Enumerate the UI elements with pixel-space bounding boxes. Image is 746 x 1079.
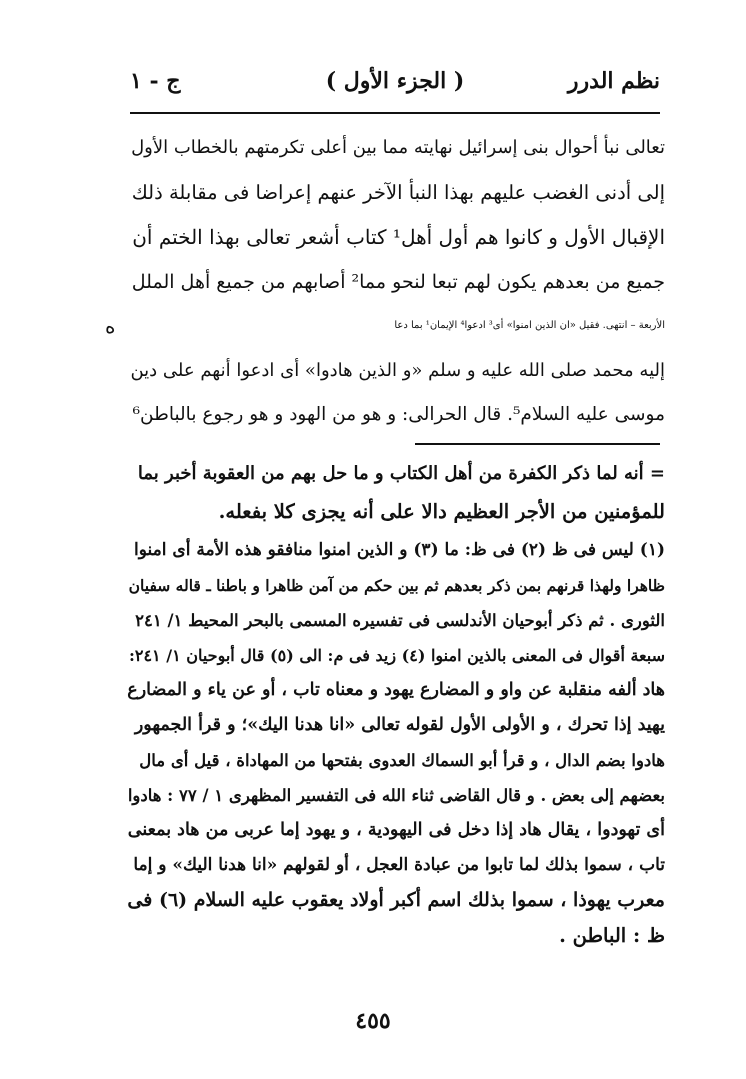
- note-line: معرب يهوذا ، سموا بذلك اسم أكبر أولاد يعقوب عليه السلام (٦) فى: [127, 889, 665, 911]
- part-title: ( الجزء الأول ): [325, 68, 465, 94]
- note-line: هادوا بضم الدال ، و قرأ أبو السماك العدوى بفتحها من المهاداة ، قيل أى مال: [139, 751, 665, 770]
- note-line: هاد ألفه منقلبة عن واو و المضارع يهود و معناه تاب ، أو عن ياء و المضارع: [127, 680, 665, 700]
- main-line: تعالى نبأ أحوال بنى إسرائيل نهايته مما بين أعلى تكرمتهم بالخطاب الأول: [131, 137, 665, 158]
- footnote-continuation: [125, 455, 665, 530]
- note-line: الثورى . ثم ذكر أبوحيان الأندلسى فى تفسيره المسمى بالبحر المحيط ١/ ٢٤١: [135, 611, 665, 630]
- main-line: موسى عليه السلام⁵. قال الحرالى: و هو من الهود و هو رجوع بالباطن⁶: [132, 404, 665, 425]
- note-line: ظاهرا ولهذا قرنهم بمن ذكر بعدهم ثم بين حكم من آمن ظاهرا و باطنا ـ قاله سفيان: [128, 576, 665, 595]
- note-line: أى تهودوا ، يقال هاد إذا دخل فى اليهودية ، و يهود إما عربى من هاد بمعنى: [127, 820, 665, 840]
- footnotes: [125, 533, 665, 953]
- running-header: [130, 62, 660, 102]
- main-line: الأربعة – انتهى. فقيل «ان الذين امنوا» أى³ ادعوا⁴ الإيمان¹ بما دعا: [394, 320, 665, 331]
- note-line: يهيد إذا تحرك ، و الأولى الأول لقوله تعالى «انا هدنا اليك»؛ و قرأ الجمهور: [134, 715, 665, 735]
- note-line: تاب ، سموا بذلك لما تابوا من عبادة العجل ، أو لقولهم «انا هدنا اليك» و إما: [133, 855, 665, 875]
- note-line: ظ : الباطن .: [559, 924, 665, 947]
- main-line: الإقبال الأول و كانوا هم أول أهل¹ كتاب أشعر تعالى بهذا الختم أن: [132, 225, 665, 249]
- footnote-divider: [415, 443, 660, 445]
- margin-line-mark: ه: [105, 314, 116, 338]
- main-line: إلى أدنى الغضب عليهم بهذا النبأ الآخر عنهم إعراضا فى مقابلة ذلك: [131, 180, 665, 204]
- note-line: بعضهم إلى بعض . و قال القاضى ثناء الله فى التفسير المظهرى ١ / ٧٧ : هادوا: [127, 786, 665, 805]
- header-divider: [130, 112, 660, 114]
- volume-label: ج - ١: [130, 68, 181, 94]
- footnote-line: للمؤمنين من الأجر العظيم دالا على أنه يجزى كلا بفعله.: [218, 499, 665, 523]
- page-number: ٤٥٥: [355, 1008, 391, 1034]
- main-line: جميع من بعدهم يكون لهم تبعا لنحو مما² أصابهم من جميع أهل الملل: [131, 270, 665, 293]
- main-text: [105, 126, 665, 438]
- main-line-with-mark: [105, 304, 665, 349]
- book-title: نظم الدرر: [567, 68, 660, 94]
- footnote-line: = أنه لما ذكر الكفرة من أهل الكتاب و ما حل بهم من العقوبة أخبر بما: [137, 463, 665, 484]
- note-line: سبعة أقوال فى المعنى بالذين امنوا (٤) زيد فى م: الى (٥) قال أبوحيان ١/ ٢٤١:: [128, 646, 665, 665]
- main-line: إليه محمد صلى الله عليه و سلم «و الذين هادوا» أى ادعوا أنهم على دين: [130, 359, 665, 381]
- note-line: (١) ليس فى ظ (٢) فى ظ: ما (٣) و الذين امنوا منافقو هذه الأمة أى امنوا: [134, 540, 665, 560]
